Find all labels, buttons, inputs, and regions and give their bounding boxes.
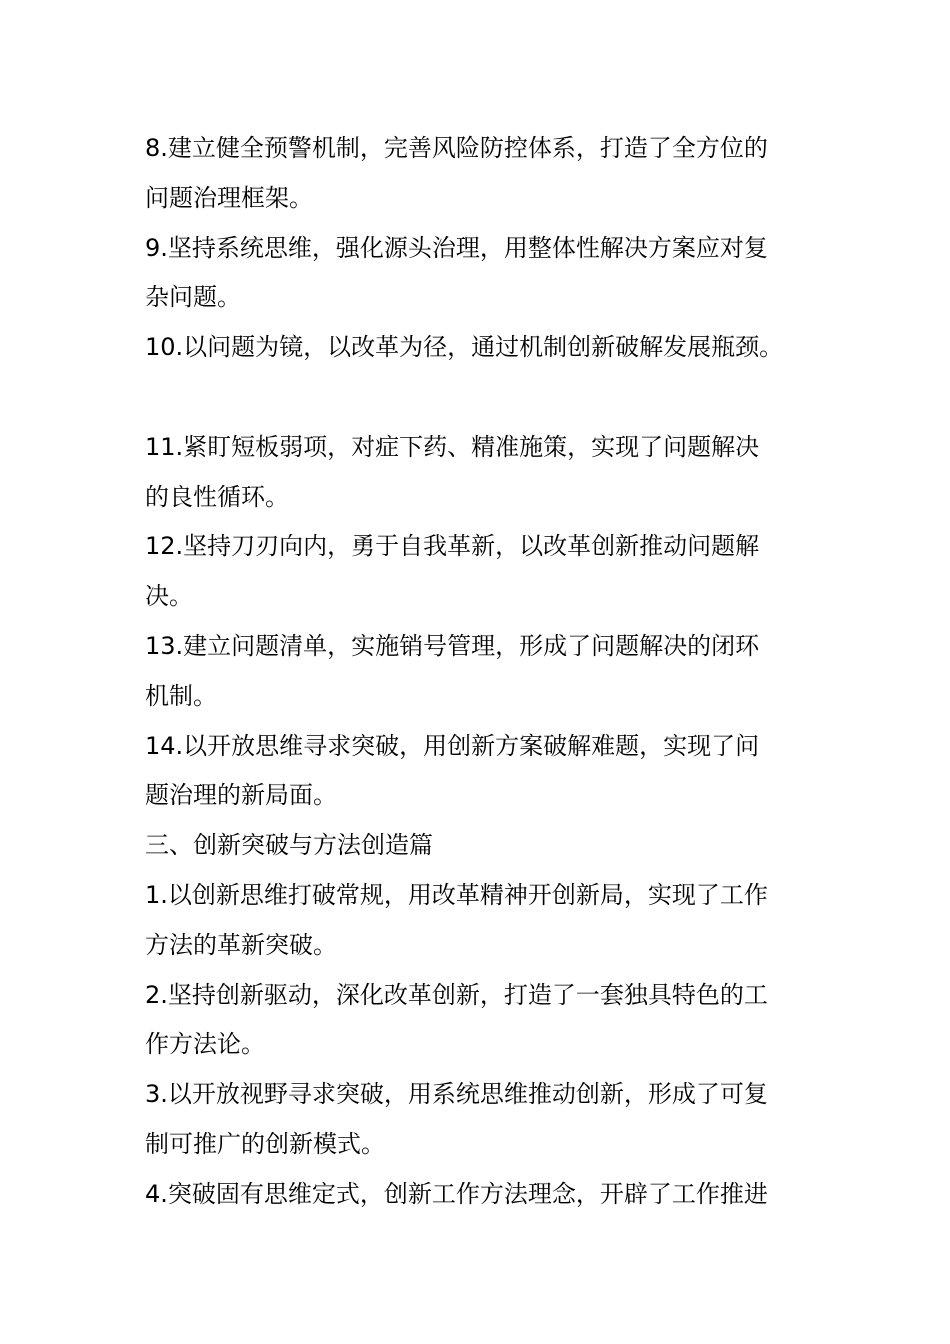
text-line-13: 14.以开放思维寻求突破，用创新方案破解难题，实现了问 xyxy=(145,731,760,760)
text-line-11: 13.建立问题清单，实施销号管理，形成了问题解决的闭环 xyxy=(145,631,760,660)
blank-line xyxy=(145,373,845,423)
text-line-14: 题治理的新局面。 xyxy=(145,781,337,810)
text-line-21: 制可推广的创新模式。 xyxy=(145,1129,385,1158)
text-line-1: 8.建立健全预警机制，完善风险防控体系，打造了全方位的 xyxy=(145,134,768,162)
text-line-2: 问题治理框架。 xyxy=(145,183,313,212)
text-line-16: 1.以创新思维打破常规，用改革精神开创新局，实现了工作 xyxy=(145,880,768,909)
text-line-5: 10.以问题为镜，以改革为径，通过机制创新破解发展瓶颈。 xyxy=(145,333,784,362)
text-line-3: 9.坚持系统思维，强化源头治理，用整体性解决方案应对复 xyxy=(145,233,768,262)
text-line-17: 方法的革新突破。 xyxy=(145,930,337,959)
text-line-22: 4.突破固有思维定式，创新工作方法理念，开辟了工作推进 xyxy=(145,1179,768,1208)
text-line-4: 杂问题。 xyxy=(145,283,241,312)
text-line-18: 2.坚持创新驱动，深化改革创新，打造了一套独具特色的工 xyxy=(145,980,768,1009)
text-line-8: 的良性循环。 xyxy=(145,482,289,511)
section-heading: 三、创新突破与方法创造篇 xyxy=(145,831,433,860)
text-line-9: 12.坚持刀刃向内，勇于自我革新，以改革创新推动问题解 xyxy=(145,532,760,561)
text-line-7: 11.紧盯短板弱项，对症下药、精准施策，实现了问题解决 xyxy=(145,432,760,461)
text-line-20: 3.以开放视野寻求突破，用系统思维推动创新，形成了可复 xyxy=(145,1080,768,1109)
document-body xyxy=(145,124,845,1220)
text-line-10: 决。 xyxy=(145,582,193,611)
text-line-19: 作方法论。 xyxy=(145,1030,265,1059)
text-line-12: 机制。 xyxy=(145,681,217,710)
